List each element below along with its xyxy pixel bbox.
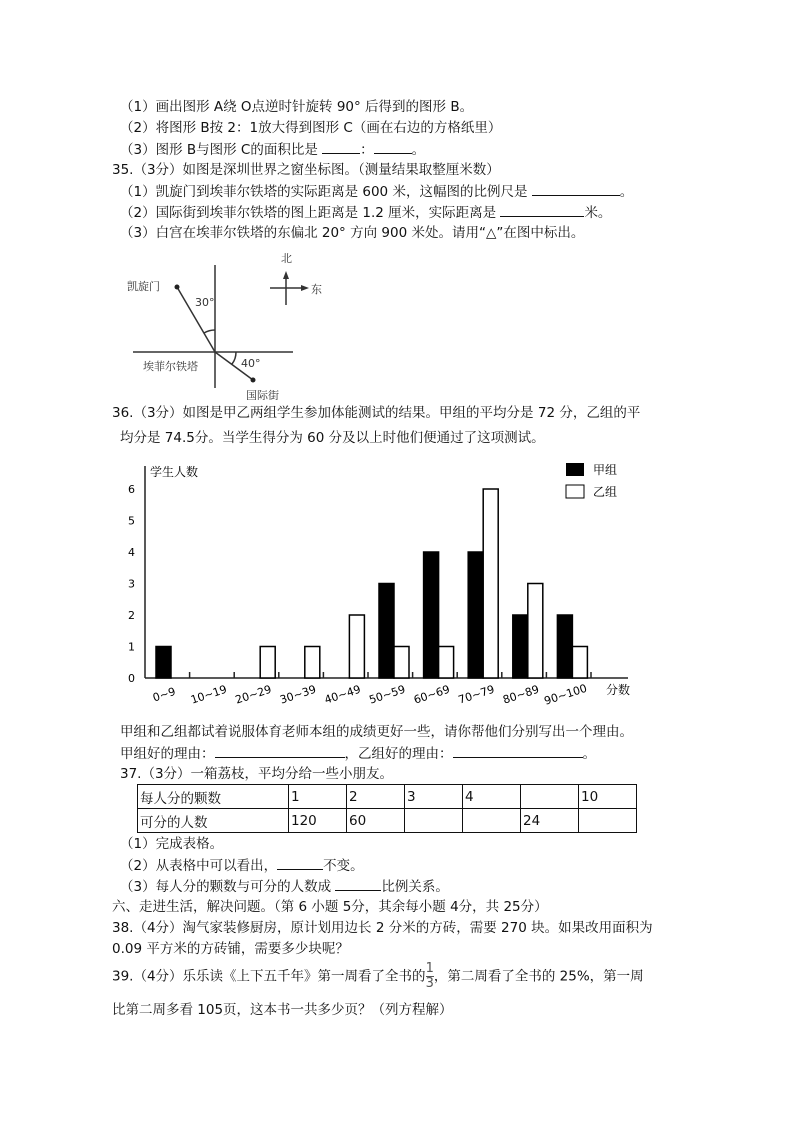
q36-reasons bbox=[120, 744, 596, 763]
q39-text-cont: ，第二周看了全书的 25%，第一周 bbox=[433, 968, 644, 985]
section-6-heading: 六、走进生活，解决问题。（第 6 小题 5分，其余每小题 4分，共 25分） bbox=[112, 899, 548, 915]
q37-part2-text: （2）从表格中可以看出， bbox=[120, 858, 278, 874]
q37-title: 37.（3分）一箱荔枝，平均分给一些小朋友。 bbox=[120, 766, 394, 782]
bar-yi bbox=[483, 489, 498, 678]
table-cell[interactable]: 4 bbox=[463, 785, 521, 809]
jia-reason-blank[interactable] bbox=[215, 744, 345, 758]
q36-prompt: 甲组和乙组都试着说服体育老师本组的成绩更好一些，请你帮他们分别写出一个理由。 bbox=[120, 724, 633, 740]
period: 。 bbox=[619, 184, 634, 200]
table-row bbox=[138, 785, 637, 809]
period: 。 bbox=[582, 746, 596, 762]
q34-part3-text: （3）图形 B与图形 C的面积比是 bbox=[120, 142, 318, 158]
q36-line2: 均分是 74.5分。当学生得分为 60 分及以上时他们便通过了这项测试。 bbox=[120, 430, 545, 446]
x-tick-label: 50~59 bbox=[367, 682, 407, 707]
bar-jia bbox=[156, 647, 171, 679]
table-row bbox=[138, 809, 637, 833]
q39-line2: 比第二周多看 105页，这本书一共多少页？（列方程解） bbox=[112, 1002, 453, 1018]
x-tick-label: 0~9 bbox=[151, 684, 178, 705]
x-tick-label: 10~19 bbox=[189, 682, 229, 707]
q37-part3 bbox=[120, 877, 449, 896]
label-arc: 凯旋门 bbox=[127, 280, 160, 293]
numerator: 1 bbox=[425, 961, 434, 976]
q36-line1: 36.（3分）如图是甲乙两组学生参加体能测试的结果。甲组的平均分是 72 分，乙组的平 bbox=[112, 405, 641, 421]
label-eiffel: 埃菲尔铁塔 bbox=[143, 360, 198, 373]
bar-yi bbox=[394, 647, 409, 679]
label-east: 东 bbox=[311, 283, 322, 296]
q34-part1: （1）画出图形 A绕 O点逆时针旋转 90° 后得到的图形 B。 bbox=[120, 99, 474, 115]
table-cell[interactable]: 60 bbox=[347, 809, 405, 833]
period: 。 bbox=[411, 142, 426, 158]
x-tick-label: 90~100 bbox=[542, 681, 589, 708]
jia-reason-label: 甲组好的理由： bbox=[120, 746, 215, 762]
x-tick-label: 30~39 bbox=[278, 682, 318, 707]
q39-line1 bbox=[112, 962, 644, 991]
q39-text: 39.（4分）乐乐读《上下五千年》第一周看了全书的 bbox=[112, 968, 426, 985]
x-tick-label: 40~49 bbox=[322, 682, 363, 707]
legend-swatch-jia bbox=[566, 463, 584, 476]
lychee-table bbox=[137, 784, 637, 833]
table-cell[interactable] bbox=[405, 809, 463, 833]
answer-blank[interactable] bbox=[335, 877, 381, 891]
label-angle-30: 30° bbox=[195, 296, 215, 309]
fraction-one-third bbox=[426, 962, 434, 991]
bar-jia bbox=[379, 584, 394, 679]
table-cell[interactable]: 120 bbox=[289, 809, 347, 833]
bar-jia bbox=[513, 615, 528, 678]
answer-blank[interactable] bbox=[277, 856, 323, 870]
bar-jia bbox=[424, 552, 439, 678]
table-cell[interactable]: 3 bbox=[405, 785, 463, 809]
q35-title: 35.（3分）如图是深圳世界之窗坐标图。（测量结果取整厘米数） bbox=[112, 162, 500, 178]
x-tick-label: 60~69 bbox=[412, 682, 452, 707]
y-tick-label: 4 bbox=[128, 546, 135, 559]
bar-yi bbox=[528, 584, 543, 679]
label-angle-40: 40° bbox=[241, 357, 261, 370]
bar-yi bbox=[305, 647, 320, 679]
bar-jia bbox=[557, 615, 572, 678]
legend-label-jia: 甲组 bbox=[593, 463, 618, 477]
x-axis-label: 分数 bbox=[606, 683, 631, 697]
x-tick-label: 70~79 bbox=[456, 682, 497, 707]
bar-yi bbox=[349, 615, 364, 678]
q38-line1: 38.（4分）淘气家装修厨房，原计划用边长 2 分米的方砖，需要 270 块。如果改用面积为 bbox=[112, 920, 653, 936]
yi-reason-blank[interactable] bbox=[453, 744, 583, 758]
legend-label-yi: 乙组 bbox=[593, 485, 618, 499]
q37-part2-suffix: 不变。 bbox=[323, 858, 364, 874]
table-cell[interactable] bbox=[579, 809, 637, 833]
unit: 米。 bbox=[584, 205, 612, 221]
table-header-cell: 可分的人数 bbox=[138, 809, 289, 833]
y-tick-label: 5 bbox=[128, 514, 135, 528]
y-axis-label: 学生人数 bbox=[150, 465, 199, 479]
q34-part2: （2）将图形 B按 2：1放大得到图形 C（画在右边的方格纸里） bbox=[120, 120, 502, 136]
q35-part1-text: （1）凯旋门到埃菲尔铁塔的实际距离是 600 米，这幅图的比例尺是 bbox=[120, 184, 528, 200]
x-tick-label: 80~89 bbox=[501, 682, 541, 707]
y-tick-label: 2 bbox=[128, 609, 135, 622]
bar-yi bbox=[572, 647, 587, 679]
x-tick-label: 20~29 bbox=[233, 682, 274, 707]
bar-jia bbox=[468, 552, 483, 678]
bar-yi bbox=[260, 647, 275, 679]
table-cell[interactable]: 10 bbox=[579, 785, 637, 809]
y-tick-label: 6 bbox=[128, 483, 135, 496]
q35-part2-text: （2）国际街到埃菲尔铁塔的图上距离是 1.2 厘米，实际距离是 bbox=[120, 205, 497, 221]
table-cell[interactable] bbox=[521, 785, 579, 809]
q37-part2 bbox=[120, 856, 364, 875]
y-tick-label: 3 bbox=[128, 577, 135, 591]
q38-line2: 0.09 平方米的方砖铺，需要多少块呢？ bbox=[112, 941, 349, 957]
q37-part1: （1）完成表格。 bbox=[120, 836, 224, 852]
q37-part3-text: （3）每人分的颗数与可分的人数成 bbox=[120, 879, 332, 895]
table-cell[interactable]: 1 bbox=[289, 785, 347, 809]
q37-part3-suffix: 比例关系。 bbox=[381, 879, 449, 895]
table-cell[interactable]: 2 bbox=[347, 785, 405, 809]
bar-yi bbox=[439, 647, 454, 679]
denominator: 3 bbox=[425, 976, 434, 991]
table-header-cell: 每人分的颗数 bbox=[138, 785, 289, 809]
label-north: 北 bbox=[281, 252, 292, 265]
label-street: 国际街 bbox=[246, 389, 279, 400]
table-cell[interactable]: 24 bbox=[521, 809, 579, 833]
table-cell[interactable] bbox=[463, 809, 521, 833]
colon: ： bbox=[360, 142, 374, 158]
yi-reason-label: ，乙组好的理由： bbox=[344, 746, 453, 762]
legend-swatch-yi bbox=[566, 485, 584, 498]
y-tick-label: 0 bbox=[128, 672, 135, 685]
q35-part3: （3）白宫在埃菲尔铁塔的东偏北 20° 方向 900 米处。请用“△”在图中标出。 bbox=[120, 225, 585, 241]
y-tick-label: 1 bbox=[128, 640, 135, 654]
